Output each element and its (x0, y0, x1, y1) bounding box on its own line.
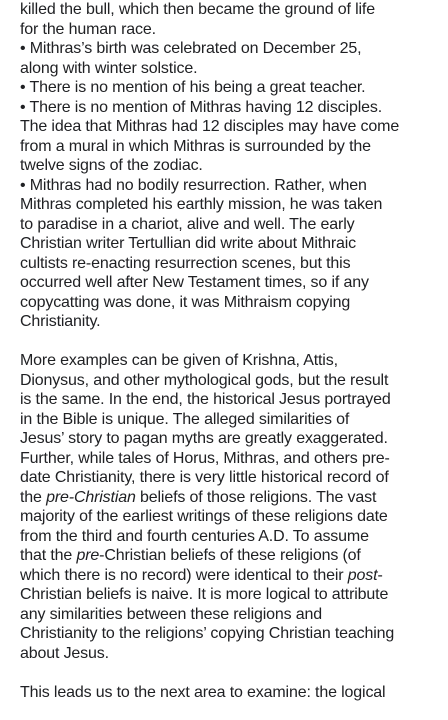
text-line: for the human race. (20, 20, 156, 38)
text-line: date Christianity, there is very little historical record of (20, 469, 389, 486)
text-line: about Jesus. (20, 644, 109, 662)
text-line: Christianity to the religions’ copying Christian teaching (20, 625, 395, 642)
italic-term: post (347, 566, 378, 584)
text-line: any similarities between these religions and (20, 605, 323, 623)
text-line: This leads us to the next area to examine: the logical (20, 683, 386, 701)
text-line: to paradise in a chariot, alive and well. The early (20, 215, 355, 233)
text-line: More examples can be given of Krishna, Attis, (20, 352, 338, 369)
text-line: majority of the earliest writings of these religions date (20, 508, 388, 525)
text-line: in the Bible is unique. The alleged similarities of (20, 410, 350, 428)
text-line: • Mithras had no bodily resurrection. Rather, when (20, 176, 367, 194)
text-line (20, 546, 438, 566)
paragraph-next-area (20, 683, 438, 703)
text-line: is the same. In the end, the historical Jesus portrayed (20, 391, 391, 408)
paragraph-bull (20, 0, 438, 39)
paragraph-gap (20, 332, 438, 352)
text-line: Mithras completed his earthly mission, he was taken (20, 196, 383, 213)
bullet-resurrection (20, 176, 438, 332)
text-line: from the third and fourth centuries A.D. To assume (20, 527, 369, 545)
text-line: The idea that Mithras had 12 disciples may have come (20, 118, 400, 135)
italic-term: pre-Christian (46, 488, 136, 506)
paragraph-more-examples (20, 351, 438, 663)
text-fragment: that the (20, 547, 77, 564)
text-line: • Mithras’s birth was celebrated on December 25, (20, 40, 362, 57)
text-line: from a mural in which Mithras is surrounded by the (20, 137, 371, 155)
text-line: • There is no mention of Mithras having 12 disciples. (20, 98, 382, 116)
text-fragment: -Christian beliefs of these religions (of (99, 547, 361, 564)
text-line: occurred well after New Testament times, so if any (20, 274, 369, 291)
text-line: cultists re-enacting resurrection scenes, but this (20, 254, 351, 272)
text-fragment: - (377, 566, 383, 584)
text-line: Dionysus, and other mythological gods, but the result (20, 371, 389, 389)
text-line (20, 566, 438, 586)
bullet-teacher (20, 78, 438, 98)
text-line: Christian writer Tertullian did write about Mithraic (20, 235, 357, 252)
bullet-birth (20, 39, 438, 78)
text-line: Jesus’ story to pagan myths are greatly exaggerated. (20, 430, 388, 447)
text-fragment: the (20, 488, 47, 506)
text-line: killed the bull, which then became the ground of life (20, 1, 375, 18)
text-line: Further, while tales of Horus, Mithras, and others pre- (20, 449, 390, 467)
paragraph-gap (20, 663, 438, 683)
text-fragment: beliefs of those religions. The vast (135, 488, 377, 506)
text-line: copycatting was done, it was Mithraism copying (20, 293, 351, 311)
text-fragment: which there is no record) were identical to their (20, 566, 348, 584)
italic-term: pre (76, 547, 100, 564)
text-line: • There is no mention of his being a great teacher. (20, 79, 366, 96)
text-line: Christianity. (20, 313, 101, 330)
text-line: twelve signs of the zodiac. (20, 157, 203, 174)
text-line: Christian beliefs is naive. It is more logical to attribute (20, 586, 389, 603)
text-line: along with winter solstice. (20, 59, 198, 77)
text-line (20, 488, 438, 508)
bullet-disciples (20, 98, 438, 176)
